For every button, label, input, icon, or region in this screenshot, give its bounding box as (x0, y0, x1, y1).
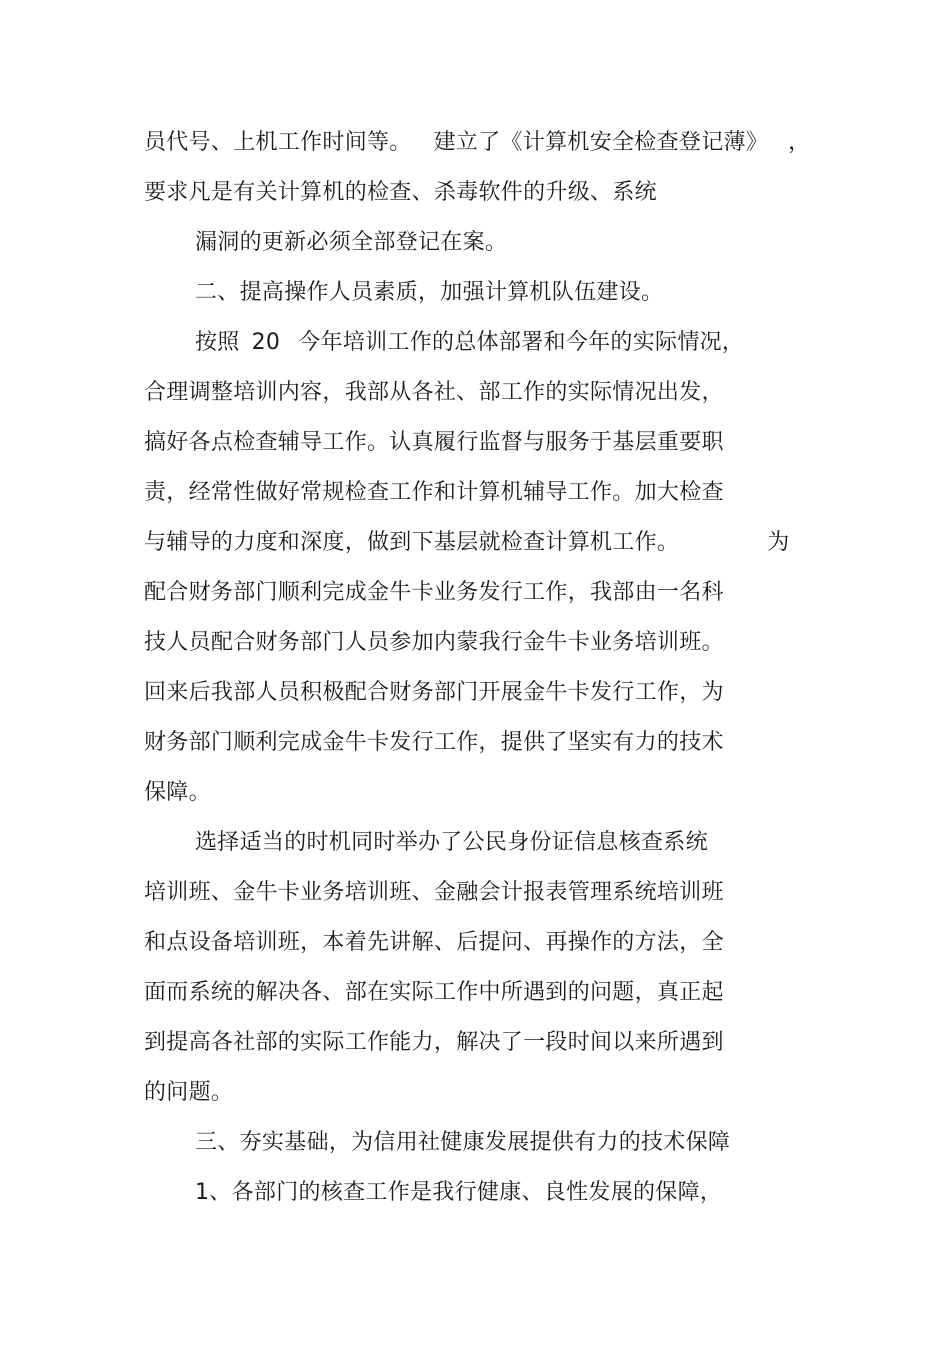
text-fragment: 为 (767, 530, 790, 555)
text-fragment: 与辅导的力度和深度，做到下基层就检查计算机工作。 (144, 530, 680, 555)
text-line: 回来后我部人员积极配合财务部门开展金牛卡发行工作，为 (144, 680, 724, 705)
text-line: 培训班、金牛卡业务培训班、金融会计报表管理系统培训班 (144, 880, 724, 905)
text-line: 和点设备培训班，本着先讲解、后提问、再操作的方法，全 (144, 930, 724, 955)
text-line (144, 528, 790, 558)
text-line: 到提高各社部的实际工作能力，解决了一段时间以来所遇到 (144, 1030, 724, 1055)
text-fragment: ， (788, 130, 811, 155)
text-line: 的问题。 (144, 1080, 234, 1105)
text-line: 1、各部门的核查工作是我行健康、良性发展的保障， (195, 1180, 723, 1205)
section-heading: 二、提高操作人员素质，加强计算机队伍建设。 (195, 280, 664, 305)
text-fragment: 建立了《计算机安全检查登记薄》 (433, 130, 769, 155)
text-fragment: 员代号、上机工作时间等。 (144, 130, 412, 155)
text-line: 财务部门顺利完成金牛卡发行工作，提供了坚实有力的技术 (144, 730, 724, 755)
text-fragment: 20 (251, 330, 281, 355)
text-line: 要求凡是有关计算机的检查、杀毒软件的升级、系统 (144, 180, 657, 205)
text-line: 漏洞的更新必须全部登记在案。 (195, 230, 508, 255)
text-line: 配合财务部门顺利完成金牛卡业务发行工作，我部由一名科 (144, 580, 724, 605)
text-line: 搞好各点检查辅导工作。认真履行监督与服务于基层重要职 (144, 430, 724, 455)
text-line: 合理调整培训内容，我部从各社、部工作的实际情况出发， (144, 380, 724, 405)
section-heading: 三、夯实基础，为信用社健康发展提供有力的技术保障 (195, 1130, 731, 1155)
text-line: 面而系统的解决各、部在实际工作中所遇到的问题，真正起 (144, 980, 724, 1005)
text-fragment: 今年培训工作的总体部署和今年的实际情况， (298, 330, 745, 355)
text-line (144, 128, 810, 158)
text-line: 责，经常性做好常规检查工作和计算机辅导工作。加大检查 (144, 480, 724, 505)
text-line (195, 328, 744, 358)
text-line: 技人员配合财务部门人员参加内蒙我行金牛卡业务培训班。 (144, 630, 724, 655)
text-fragment: 按照 (195, 330, 240, 355)
text-line: 选择适当的时机同时举办了公民身份证信息核查系统 (195, 830, 708, 855)
text-line: 保障。 (144, 780, 211, 805)
